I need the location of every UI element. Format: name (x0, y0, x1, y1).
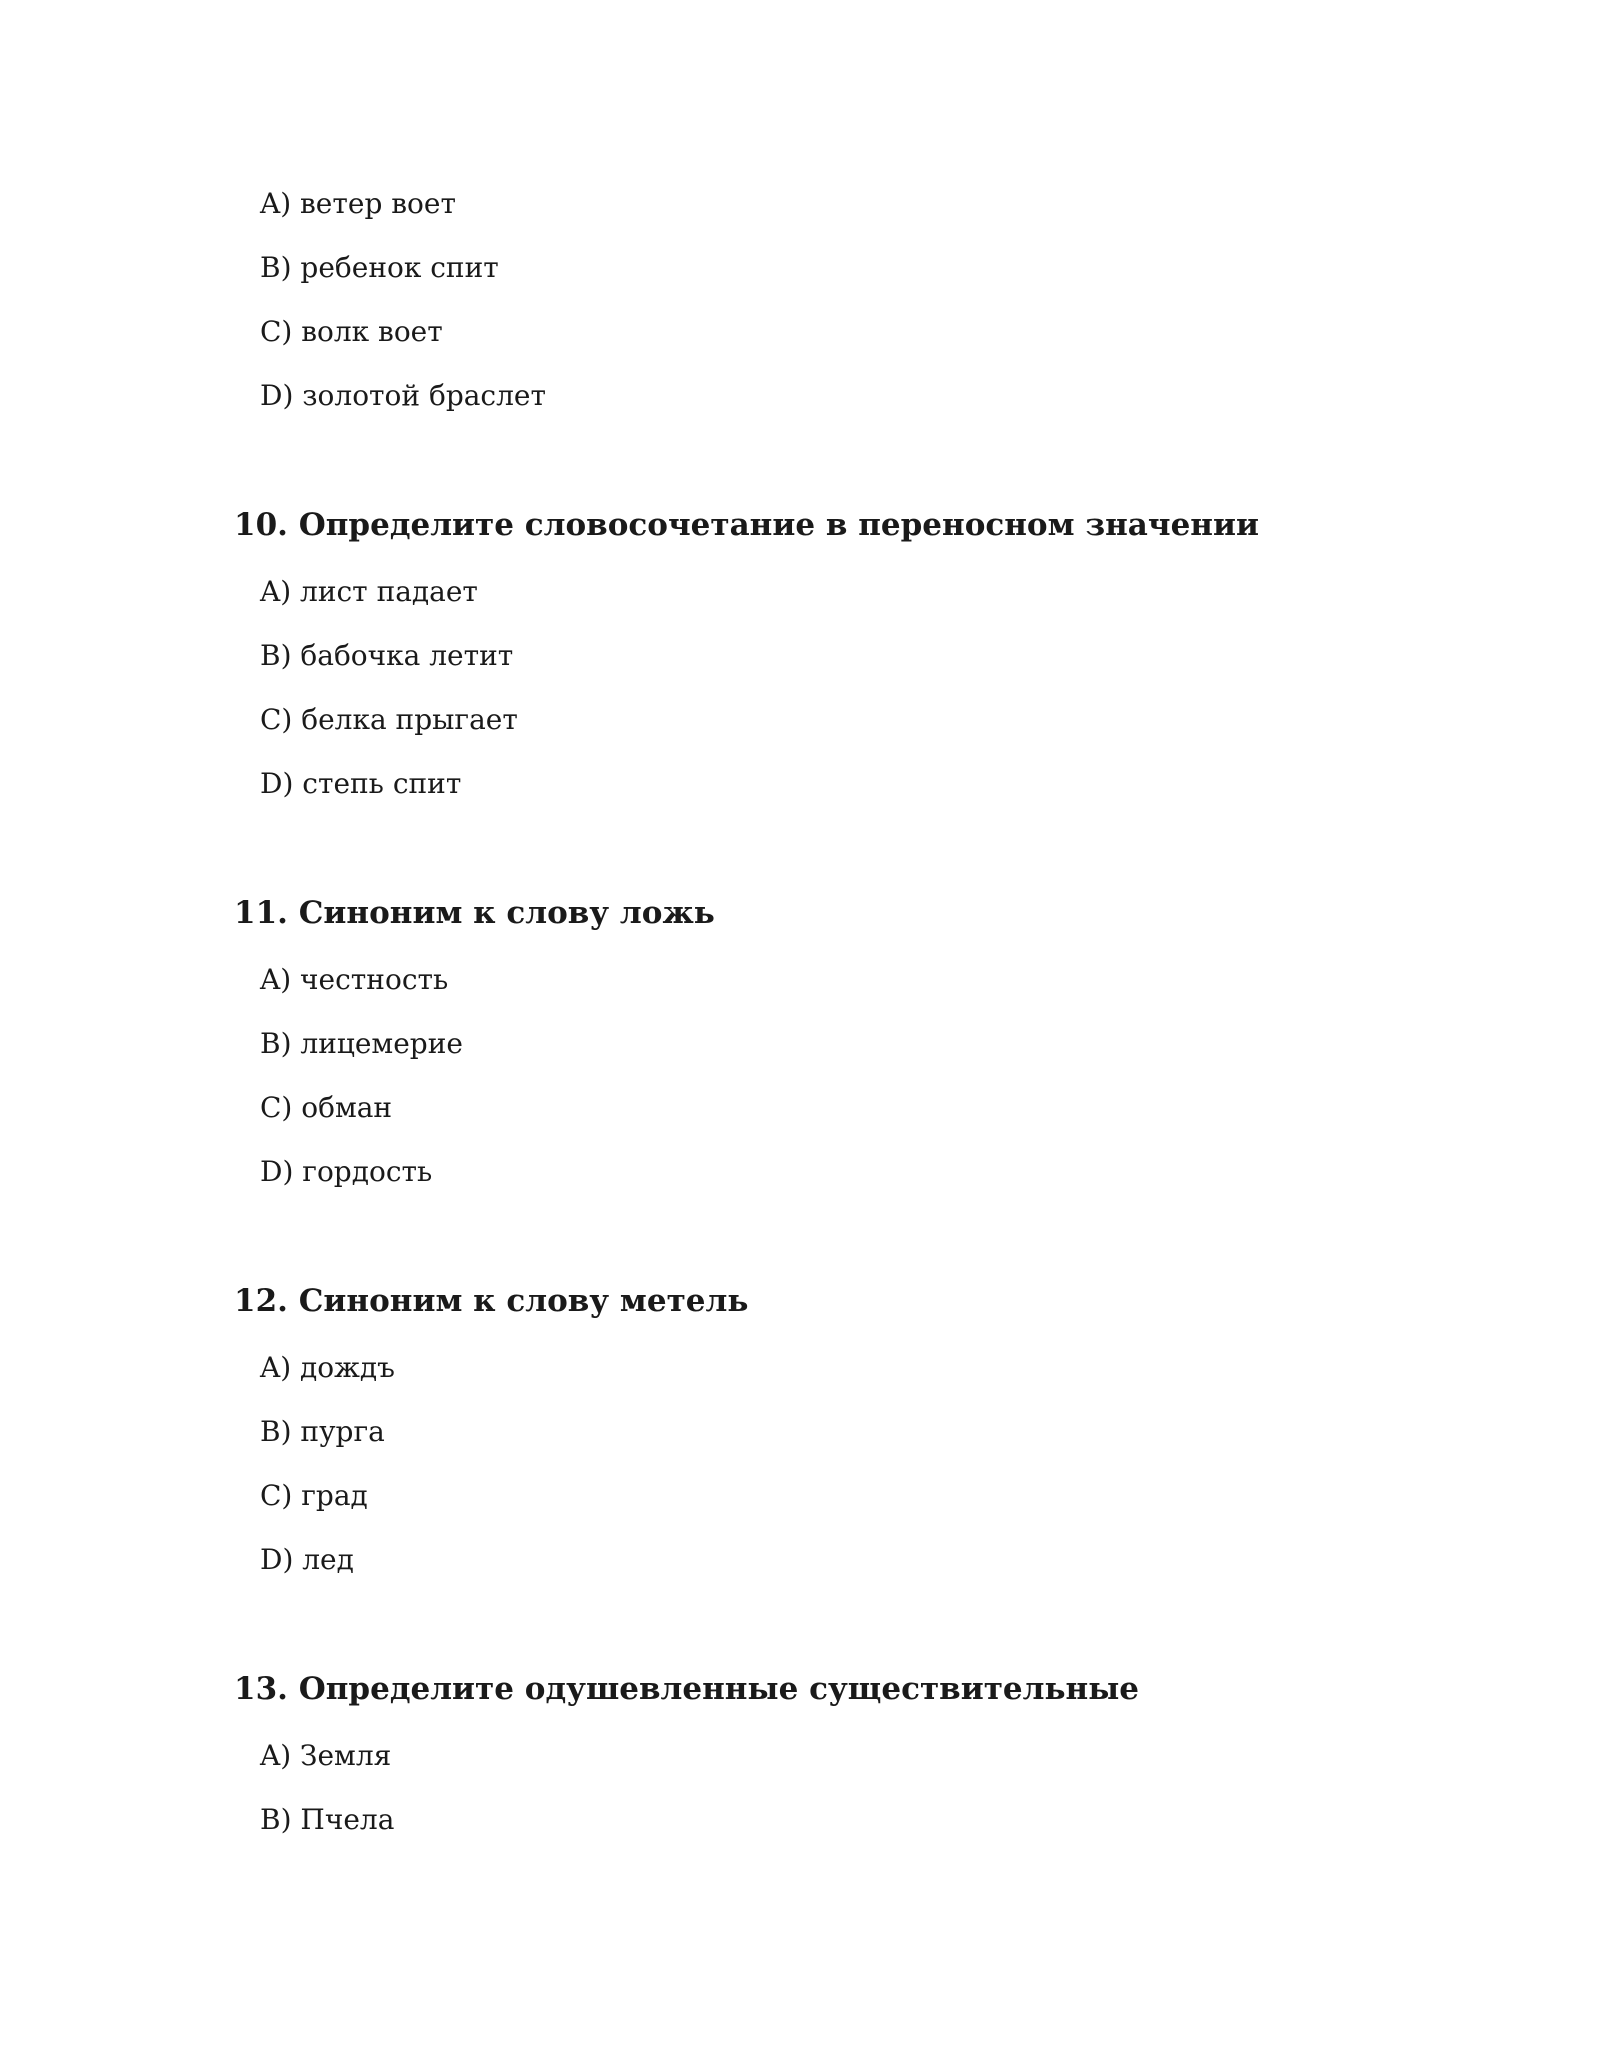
question-title: 10. Определите словосочетание в переносном значении (234, 507, 1259, 543)
option-a: A) честность (260, 963, 449, 996)
option-d: D) гордость (260, 1155, 433, 1188)
option-b: B) ребенок спит (260, 251, 499, 284)
option-b: B) бабочка летит (260, 639, 514, 672)
option-a: A) дождъ (260, 1351, 395, 1384)
option-b: B) пурга (260, 1415, 385, 1448)
option-a: A) Земля (260, 1739, 392, 1772)
option-c: C) белка прыгает (260, 703, 518, 736)
option-d: D) степь спит (260, 767, 462, 800)
question-title: 12. Синоним к слову метель (234, 1283, 749, 1319)
option-a: A) лист падает (260, 575, 478, 608)
option-c: C) обман (260, 1091, 393, 1124)
question-title: 11. Синоним к слову ложь (234, 895, 715, 931)
option-d: D) золотой браслет (260, 379, 546, 412)
question-title: 13. Определите одушевленные существительные (234, 1671, 1140, 1707)
option-d: D) лед (260, 1543, 354, 1576)
option-c: C) волк воет (260, 315, 443, 348)
option-c: C) град (260, 1479, 368, 1512)
option-b: B) Пчела (260, 1803, 395, 1836)
option-a: A) ветер воет (260, 187, 456, 220)
option-b: B) лицемерие (260, 1027, 463, 1060)
